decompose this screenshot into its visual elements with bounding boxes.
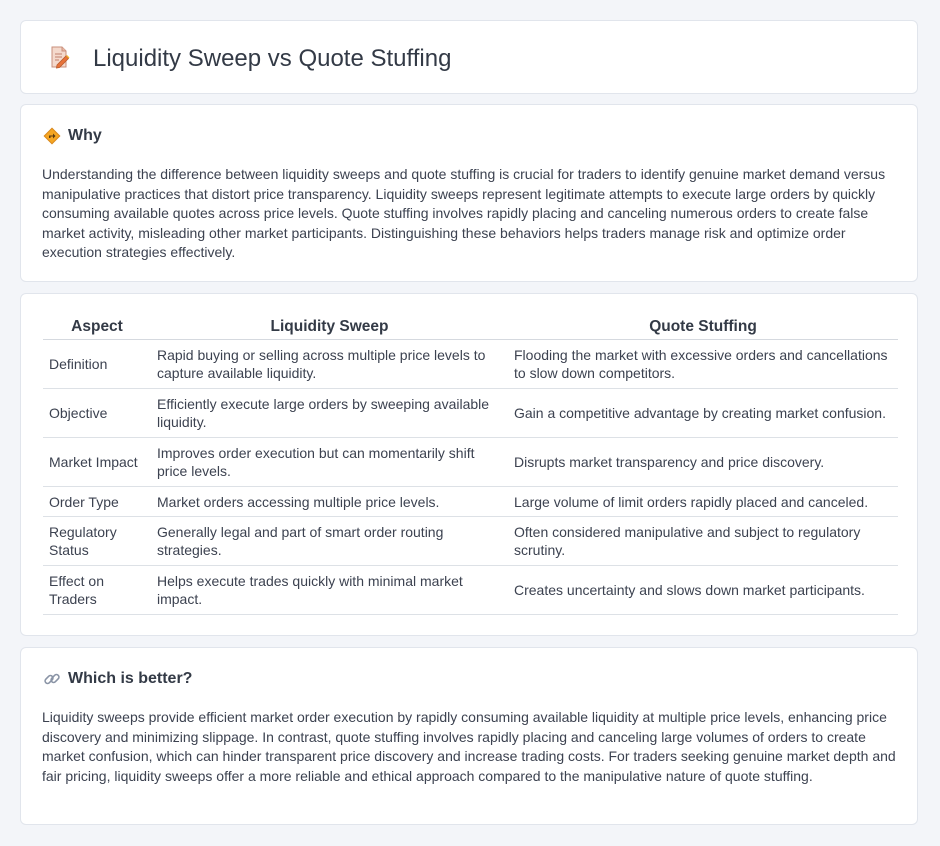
- which-is-better-heading: Which is better?: [68, 670, 193, 687]
- cell-quote-stuffing: Gain a competitive advantage by creating market confusion.: [508, 389, 898, 438]
- table-row: [43, 487, 898, 517]
- header-aspect: Aspect: [43, 314, 151, 340]
- diamond-sign-icon: [43, 127, 61, 145]
- cell-liquidity-sweep: Market orders accessing multiple price levels.: [151, 487, 508, 517]
- why-card: [20, 104, 918, 282]
- cell-liquidity-sweep: Rapid buying or selling across multiple price levels to capture available liquidity.: [151, 340, 508, 389]
- cell-quote-stuffing: Flooding the market with excessive orders and cancellations to slow down competitors.: [508, 340, 898, 389]
- cell-aspect: Market Impact: [43, 438, 151, 487]
- cell-liquidity-sweep: Improves order execution but can momentarily shift price levels.: [151, 438, 508, 487]
- cell-liquidity-sweep: Efficiently execute large orders by sweeping available liquidity.: [151, 389, 508, 438]
- cell-quote-stuffing: Creates uncertainty and slows down market participants.: [508, 566, 898, 615]
- which-is-better-text: Liquidity sweeps provide efficient market order execution by rapidly consuming available liquidity at multiple price levels, enhancing price discovery and minimizing slippage. In contrast, quote stuffing involves rapidly placing and canceling large volumes of orders to create market confusion, which can hinder transparent price discovery and increase trading costs. For traders seeking genuine market depth and fair pricing, liquidity sweeps offer a more reliable and ethical approach compared to the manipulative nature of quote stuffing.: [42, 709, 896, 784]
- comparison-table: [43, 314, 898, 615]
- cell-quote-stuffing: Large volume of limit orders rapidly placed and canceled.: [508, 487, 898, 517]
- link-icon: [43, 670, 61, 688]
- why-heading: Why: [68, 127, 102, 144]
- cell-aspect: Definition: [43, 340, 151, 389]
- cell-quote-stuffing: Disrupts market transparency and price discovery.: [508, 438, 898, 487]
- table-row: [43, 517, 898, 566]
- cell-aspect: Regulatory Status: [43, 517, 151, 566]
- header-liquidity-sweep: Liquidity Sweep: [151, 314, 508, 340]
- table-row: [43, 566, 898, 615]
- cell-liquidity-sweep: Generally legal and part of smart order routing strategies.: [151, 517, 508, 566]
- table-header-row: [43, 314, 898, 340]
- header-quote-stuffing: Quote Stuffing: [508, 314, 898, 340]
- comparison-card: [20, 293, 918, 636]
- why-text: Understanding the difference between liquidity sweeps and quote stuffing is crucial for traders to identify genuine market demand versus manipulative practices that distort price transparency. Liquidity sweeps represent legitimate attempts to execute large orders by quickly consuming available quotes across price levels. Quote stuffing involves rapidly placing and canceling numerous orders to create false market activity, misleading other market participants. Distinguishing these behaviors helps traders manage risk and optimize order execution strategies effectively.: [42, 166, 886, 261]
- document-pencil-icon: [47, 45, 71, 69]
- table-row: [43, 438, 898, 487]
- cell-quote-stuffing: Often considered manipulative and subject to regulatory scrutiny.: [508, 517, 898, 566]
- cell-aspect: Objective: [43, 389, 151, 438]
- table-row: [43, 340, 898, 389]
- page-title: Liquidity Sweep vs Quote Stuffing: [93, 45, 452, 72]
- which-is-better-card: [20, 647, 918, 825]
- title-card: [20, 20, 918, 94]
- cell-liquidity-sweep: Helps execute trades quickly with minimal market impact.: [151, 566, 508, 615]
- cell-aspect: Effect on Traders: [43, 566, 151, 615]
- table-row: [43, 389, 898, 438]
- cell-aspect: Order Type: [43, 487, 151, 517]
